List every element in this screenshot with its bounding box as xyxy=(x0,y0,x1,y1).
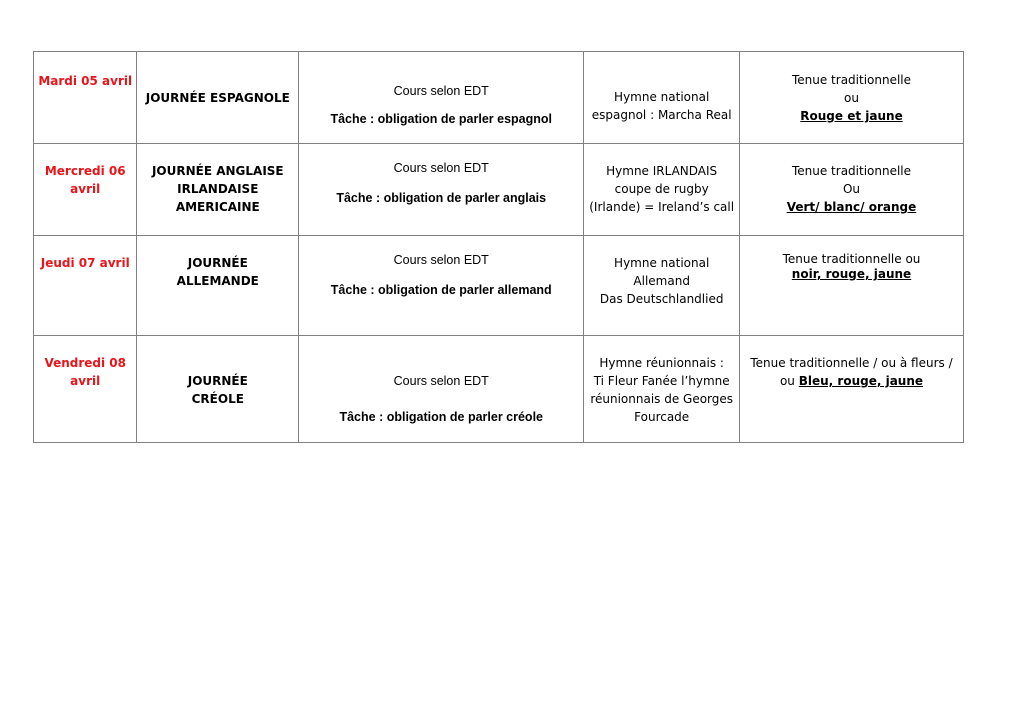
dress-colors: Vert/ blanc/ orange xyxy=(786,200,917,214)
dress-cell xyxy=(740,144,964,236)
table-row xyxy=(34,144,964,236)
anthem-cell xyxy=(584,144,740,236)
theme-text: JOURNÉE ANGLAISE xyxy=(151,164,284,178)
course-cell xyxy=(299,236,584,336)
dress-colors: Bleu, rouge, jaune xyxy=(798,374,924,388)
dress-colors: noir, rouge, jaune xyxy=(791,267,912,281)
task-text: Tâche : obligation de parler espagnol xyxy=(330,112,553,126)
dress-prefix: ou xyxy=(779,374,799,388)
course-cell xyxy=(299,144,584,236)
dress-cell xyxy=(740,336,964,443)
dress-colors: Rouge et jaune xyxy=(800,109,903,123)
dress-cell xyxy=(740,236,964,336)
anthem-line: Hymne national xyxy=(614,90,710,104)
table-row xyxy=(34,52,964,144)
anthem-line: Ti Fleur Fanée l’hymne xyxy=(593,374,730,388)
theme-text: JOURNÉE xyxy=(187,256,248,270)
date-text: Mardi 05 avril xyxy=(38,74,133,88)
course-text: Cours selon EDT xyxy=(393,253,489,267)
course-text: Cours selon EDT xyxy=(393,161,489,175)
anthem-line: Das Deutschlandlied xyxy=(599,292,724,306)
date-cell xyxy=(34,236,137,336)
theme-cell xyxy=(137,144,299,236)
course-cell xyxy=(299,52,584,144)
theme-text: CRÉOLE xyxy=(191,392,244,406)
dress-cell xyxy=(740,52,964,144)
date-text: Vendredi 08 xyxy=(44,356,126,370)
theme-text: IRLANDAISE xyxy=(177,182,259,196)
theme-cell xyxy=(137,236,299,336)
theme-cell xyxy=(137,336,299,443)
dress-line: Tenue traditionnelle / ou à fleurs / xyxy=(750,356,953,370)
dress-line: Ou xyxy=(842,182,861,196)
anthem-line: (Irlande) = Ireland’s call xyxy=(589,200,735,214)
anthem-line: Hymne IRLANDAIS xyxy=(606,164,718,178)
anthem-line: Fourcade xyxy=(634,410,690,424)
date-cell xyxy=(34,144,137,236)
course-text: Cours selon EDT xyxy=(393,374,489,388)
anthem-line: Hymne national xyxy=(614,256,710,270)
anthem-line: Hymne réunionnais : xyxy=(599,356,724,370)
theme-text: JOURNÉE xyxy=(187,374,248,388)
schedule-table xyxy=(33,51,964,443)
anthem-cell xyxy=(584,52,740,144)
dress-line: Tenue traditionnelle xyxy=(791,73,912,87)
anthem-line: coupe de rugby xyxy=(614,182,709,196)
task-text: Tâche : obligation de parler anglais xyxy=(336,191,547,205)
date-cell xyxy=(34,52,137,144)
theme-text: AMERICAINE xyxy=(175,200,260,214)
date-text: Mercredi 06 xyxy=(44,164,126,178)
dress-line-mixed xyxy=(740,372,963,390)
course-cell xyxy=(299,336,584,443)
course-text: Cours selon EDT xyxy=(393,84,489,98)
theme-text: JOURNÉE ESPAGNOLE xyxy=(145,91,290,105)
date-cell xyxy=(34,336,137,443)
date-text: avril xyxy=(70,374,101,388)
date-text: Jeudi 07 avril xyxy=(40,256,130,270)
anthem-line: Allemand xyxy=(633,274,690,288)
task-text: Tâche : obligation de parler allemand xyxy=(330,283,552,297)
theme-text: ALLEMANDE xyxy=(176,274,259,288)
table-row xyxy=(34,236,964,336)
anthem-cell xyxy=(584,236,740,336)
date-text: avril xyxy=(70,182,101,196)
dress-line: Tenue traditionnelle xyxy=(791,164,912,178)
dress-line: ou xyxy=(844,91,859,105)
table-row xyxy=(34,336,964,443)
task-text: Tâche : obligation de parler créole xyxy=(339,410,543,424)
anthem-line: réunionnais de Georges xyxy=(590,392,734,406)
anthem-cell xyxy=(584,336,740,443)
theme-cell xyxy=(137,52,299,144)
dress-line: Tenue traditionnelle ou xyxy=(782,252,921,266)
anthem-line: espagnol : Marcha Real xyxy=(591,108,732,122)
